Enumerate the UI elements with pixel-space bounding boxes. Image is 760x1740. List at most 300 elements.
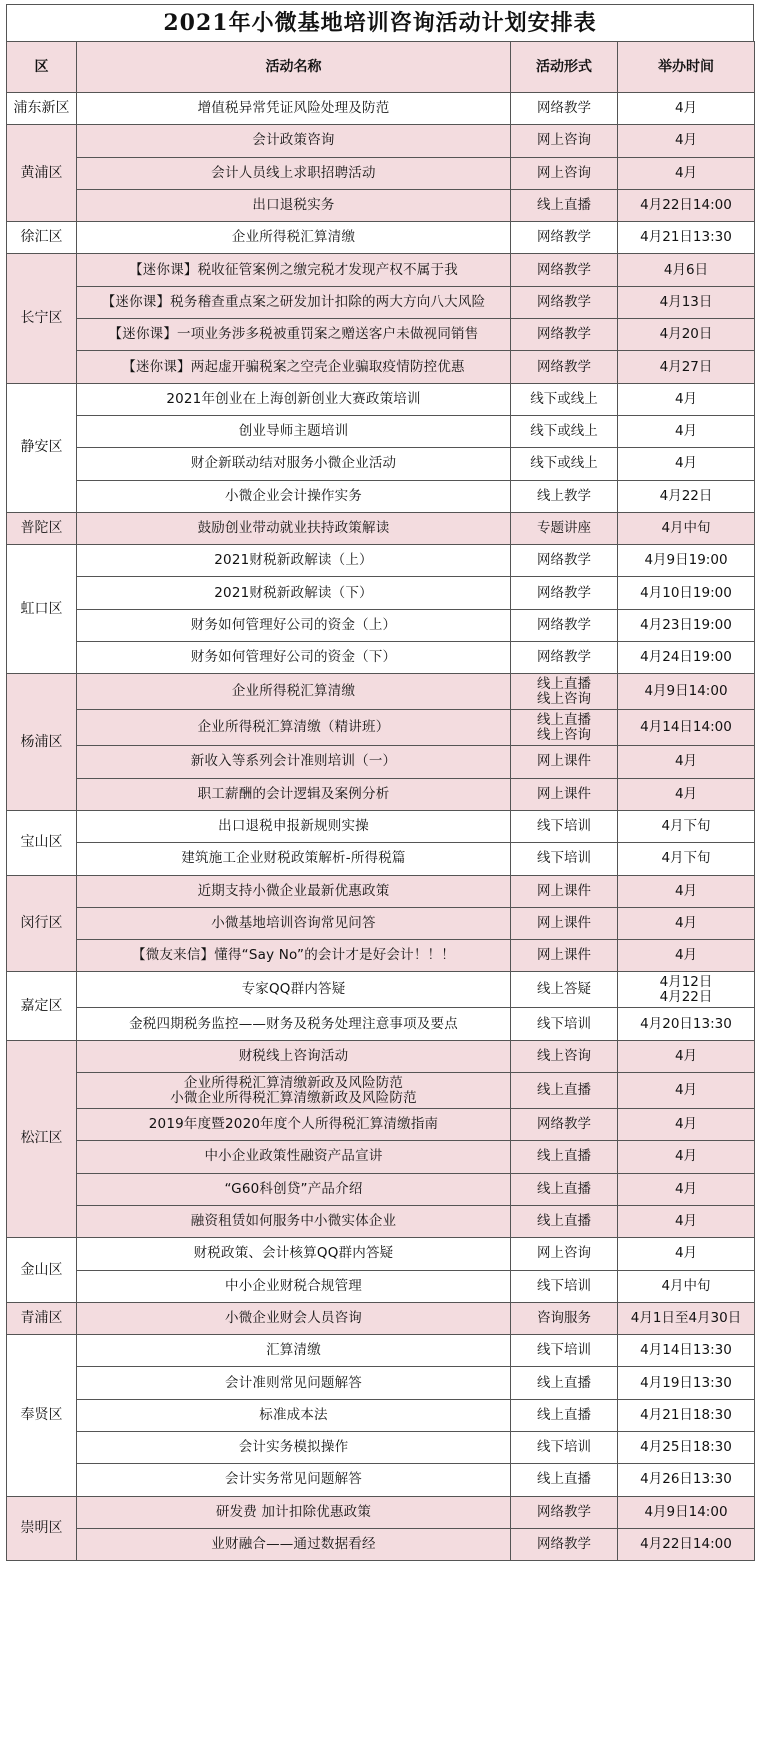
activity-form-cell: [511, 1431, 618, 1463]
activity-time-line: 4月: [674, 423, 698, 440]
activity-name-cell: [77, 222, 511, 254]
activity-name-line: 融资租赁如何服务中小微实体企业: [190, 1213, 397, 1230]
activity-form-cell: [511, 710, 618, 746]
activity-name-line: 会计政策咨询: [252, 132, 335, 149]
activity-form-cell: [511, 1040, 618, 1072]
activity-name-line: 出口退税实务: [252, 197, 335, 214]
table-row: [7, 1399, 755, 1431]
activity-form-cell: [511, 1270, 618, 1302]
activity-form-line: 线上咨询: [537, 726, 591, 743]
table-row: [7, 843, 755, 875]
activity-form-line: 线上直播: [537, 1180, 591, 1197]
activity-name-line: 企业所得税汇算清缴新政及风险防范: [183, 1074, 404, 1091]
table-row: [7, 222, 755, 254]
activity-name-line: 企业所得税汇算清缴（精讲班）: [197, 719, 390, 736]
activity-form-cell: [511, 1496, 618, 1528]
activity-time-cell: [618, 1008, 755, 1040]
activity-form-cell: [511, 1335, 618, 1367]
activity-time-cell: [618, 286, 755, 318]
activity-form-line: 网上课件: [537, 914, 591, 931]
activity-form-line: 网络教学: [537, 358, 591, 375]
table-row: [7, 1367, 755, 1399]
table-row: [7, 480, 755, 512]
activity-name-cell: [77, 1528, 511, 1560]
district-cell: 长宁区: [7, 254, 77, 383]
activity-form-line: 线上直播: [537, 1471, 591, 1488]
activity-name-line: 小微企业财会人员咨询: [225, 1309, 362, 1326]
activity-name-line: 近期支持小微企业最新优惠政策: [197, 882, 390, 899]
schedule-table: [6, 41, 755, 1561]
activity-form-cell: [511, 512, 618, 544]
activity-name-cell: [77, 972, 511, 1008]
activity-name-cell: [77, 1073, 511, 1109]
activity-name-line: 小微企业所得税汇算清缴新政及风险防范: [170, 1089, 417, 1106]
activity-time-cell: [618, 415, 755, 447]
activity-name-cell: [77, 157, 511, 189]
activity-form-line: 线下培训: [537, 1015, 591, 1032]
activity-name-cell: [77, 545, 511, 577]
activity-name-line: 新收入等系列会计准则培训（一）: [190, 753, 397, 770]
activity-form-cell: [511, 1073, 618, 1109]
activity-name-cell: [77, 940, 511, 972]
activity-form-line: 线上直播: [537, 1374, 591, 1391]
activity-time-cell: [618, 1496, 755, 1528]
activity-form-cell: [511, 125, 618, 157]
activity-form-line: 线上直播: [537, 197, 591, 214]
table-row: [7, 746, 755, 778]
activity-name-line: 增值税异常凭证风险处理及防范: [197, 100, 390, 117]
activity-name-line: 出口退税申报新规则实操: [218, 818, 369, 835]
table-row: [7, 1109, 755, 1141]
activity-name-cell: [77, 1464, 511, 1496]
activity-time-cell: [618, 642, 755, 674]
table-row: [7, 448, 755, 480]
activity-form-cell: [511, 286, 618, 318]
activity-name-cell: [77, 1173, 511, 1205]
activity-name-cell: [77, 351, 511, 383]
activity-name-line: 财企新联动结对服务小微企业活动: [190, 455, 397, 472]
activity-form-cell: [511, 545, 618, 577]
activity-form-cell: [511, 609, 618, 641]
activity-time-line: 4月22日: [659, 988, 713, 1005]
activity-time-cell: [618, 1173, 755, 1205]
activity-time-line: 4月: [674, 785, 698, 802]
activity-name-line: 小微企业会计操作实务: [225, 487, 362, 504]
activity-form-line: 线上直播: [537, 711, 591, 728]
activity-name-line: 企业所得税汇算清缴: [231, 683, 356, 700]
activity-time-cell: [618, 907, 755, 939]
activity-form-line: 线上直播: [537, 675, 591, 692]
activity-time-cell: [618, 512, 755, 544]
activity-time-line: 4月22日: [659, 487, 713, 504]
page-title: 2021年小微基地培训咨询活动计划安排表: [6, 4, 754, 41]
activity-form-line: 线下培训: [537, 1277, 591, 1294]
activity-time-line: 4月: [674, 455, 698, 472]
activity-form-cell: [511, 1173, 618, 1205]
activity-time-line: 4月9日14:00: [644, 1503, 728, 1520]
table-row: [7, 157, 755, 189]
table-row: [7, 125, 755, 157]
table-row: [7, 1008, 755, 1040]
activity-form-cell: [511, 674, 618, 710]
activity-time-line: 4月20日: [659, 326, 713, 343]
activity-name-line: 财税线上咨询活动: [238, 1047, 349, 1064]
district-cell: 虹口区: [7, 545, 77, 674]
activity-name-line: 财务如何管理好公司的资金（下）: [190, 649, 397, 666]
district-cell: 浦东新区: [7, 93, 77, 125]
district-cell: 杨浦区: [7, 674, 77, 811]
district-cell: 青浦区: [7, 1302, 77, 1334]
district-cell: 崇明区: [7, 1496, 77, 1561]
activity-time-cell: [618, 810, 755, 842]
activity-time-cell: [618, 1302, 755, 1334]
header-time: 举办时间: [618, 42, 755, 93]
activity-name-cell: [77, 480, 511, 512]
activity-form-cell: [511, 1109, 618, 1141]
activity-time-line: 4月23日19:00: [640, 616, 732, 633]
activity-form-line: 线下培训: [537, 1342, 591, 1359]
activity-time-line: 4月9日19:00: [644, 552, 728, 569]
activity-time-cell: [618, 1040, 755, 1072]
activity-time-cell: [618, 1528, 755, 1560]
activity-name-line: 标准成本法: [259, 1406, 328, 1423]
activity-form-line: 线下培训: [537, 1439, 591, 1456]
activity-form-line: 线上直播: [537, 1148, 591, 1165]
activity-time-line: 4月22日14:00: [640, 197, 732, 214]
activity-form-cell: [511, 940, 618, 972]
activity-form-line: 网络教学: [537, 584, 591, 601]
table-row: [7, 1270, 755, 1302]
activity-name-cell: [77, 319, 511, 351]
table-row: [7, 415, 755, 447]
table-row: [7, 189, 755, 221]
activity-form-line: 网络教学: [537, 261, 591, 278]
activity-form-line: 咨询服务: [537, 1309, 591, 1326]
activity-time-line: 4月: [674, 132, 698, 149]
activity-name-cell: [77, 125, 511, 157]
table-row: [7, 778, 755, 810]
activity-time-line: 4月: [674, 882, 698, 899]
header-row: [7, 42, 755, 93]
activity-name-line: 【迷你课】税务稽查重点案之研发加计扣除的两大方向八大风险: [101, 293, 486, 310]
activity-form-line: 线上答疑: [537, 981, 591, 998]
activity-name-line: 【微友来信】懂得“Say No”的会计才是好会计！！！: [132, 947, 455, 964]
table-row: [7, 319, 755, 351]
table-row: [7, 972, 755, 1008]
activity-name-line: 小微基地培训咨询常见问答: [211, 914, 376, 931]
table-row: [7, 1073, 755, 1109]
activity-time-cell: [618, 1431, 755, 1463]
activity-form-line: 线下或线上: [530, 390, 598, 407]
activity-form-cell: [511, 577, 618, 609]
activity-time-line: 4月: [674, 947, 698, 964]
activity-time-line: 4月下旬: [661, 850, 711, 867]
activity-form-cell: [511, 1302, 618, 1334]
activity-time-line: 4月中旬: [661, 1277, 711, 1294]
activity-form-cell: [511, 843, 618, 875]
activity-form-cell: [511, 1367, 618, 1399]
activity-time-line: 4月: [674, 1148, 698, 1165]
table-row: [7, 1464, 755, 1496]
activity-time-cell: [618, 383, 755, 415]
activity-time-cell: [618, 1073, 755, 1109]
activity-time-line: 4月10日19:00: [640, 584, 732, 601]
activity-time-cell: [618, 1238, 755, 1270]
table-row: [7, 383, 755, 415]
activity-time-cell: [618, 972, 755, 1008]
activity-time-line: 4月: [674, 1116, 698, 1133]
activity-name-line: 会计准则常见问题解答: [225, 1374, 362, 1391]
activity-time-line: 4月下旬: [661, 818, 711, 835]
activity-name-cell: [77, 1335, 511, 1367]
table-row: [7, 254, 755, 286]
activity-name-cell: [77, 710, 511, 746]
activity-form-cell: [511, 480, 618, 512]
activity-time-cell: [618, 674, 755, 710]
activity-form-line: 线下培训: [537, 818, 591, 835]
activity-time-cell: [618, 609, 755, 641]
table-row: [7, 1302, 755, 1334]
district-cell: 金山区: [7, 1238, 77, 1303]
activity-form-line: 网络教学: [537, 649, 591, 666]
activity-time-cell: [618, 93, 755, 125]
activity-name-cell: [77, 254, 511, 286]
activity-time-line: 4月19日13:30: [640, 1374, 732, 1391]
activity-name-line: 财税政策、会计核算QQ群内答疑: [193, 1245, 394, 1262]
activity-time-cell: [618, 1367, 755, 1399]
activity-name-line: 2019年度暨2020年度个人所得税汇算清缴指南: [148, 1116, 439, 1133]
table-row: [7, 674, 755, 710]
table-row: [7, 609, 755, 641]
activity-form-line: 网上咨询: [537, 164, 591, 181]
activity-name-cell: [77, 93, 511, 125]
activity-name-cell: [77, 843, 511, 875]
activity-name-cell: [77, 577, 511, 609]
activity-time-line: 4月: [674, 100, 698, 117]
activity-name-cell: [77, 1431, 511, 1463]
table-row: [7, 1040, 755, 1072]
activity-time-line: 4月中旬: [661, 520, 711, 536]
activity-form-cell: [511, 907, 618, 939]
table-row: [7, 1238, 755, 1270]
activity-name-cell: [77, 383, 511, 415]
activity-time-cell: [618, 746, 755, 778]
activity-time-line: 4月21日13:30: [640, 229, 732, 246]
activity-form-cell: [511, 810, 618, 842]
activity-form-cell: [511, 1399, 618, 1431]
activity-name-cell: [77, 642, 511, 674]
activity-time-cell: [618, 254, 755, 286]
activity-time-line: 4月21日18:30: [640, 1406, 732, 1423]
header-form: 活动形式: [511, 42, 618, 93]
table-row: [7, 810, 755, 842]
activity-name-cell: [77, 1109, 511, 1141]
activity-name-cell: [77, 1302, 511, 1334]
activity-name-cell: [77, 1270, 511, 1302]
district-cell: 奉贤区: [7, 1335, 77, 1496]
activity-name-line: 2021年创业在上海创新创业大赛政策培训: [166, 390, 421, 407]
table-row: [7, 1141, 755, 1173]
activity-time-line: 4月14日13:30: [640, 1342, 732, 1359]
activity-form-line: 线上教学: [537, 487, 591, 504]
activity-form-cell: [511, 746, 618, 778]
district-cell: 徐汇区: [7, 222, 77, 254]
activity-time-line: 4月: [674, 164, 698, 181]
table-row: [7, 545, 755, 577]
activity-name-cell: [77, 746, 511, 778]
activity-form-line: 线上直播: [537, 1406, 591, 1423]
activity-form-line: 专题讲座: [537, 520, 591, 536]
activity-form-line: 线上咨询: [537, 690, 591, 707]
activity-time-line: 4月: [674, 1213, 698, 1230]
activity-form-line: 网络教学: [537, 326, 591, 343]
activity-time-line: 4月26日13:30: [640, 1471, 732, 1488]
table-row: [7, 642, 755, 674]
activity-time-cell: [618, 125, 755, 157]
activity-form-cell: [511, 875, 618, 907]
activity-name-cell: [77, 448, 511, 480]
district-cell: 闵行区: [7, 875, 77, 972]
activity-form-line: 网络教学: [537, 100, 591, 117]
activity-form-cell: [511, 1205, 618, 1237]
activity-form-line: 网络教学: [537, 1536, 591, 1553]
activity-time-cell: [618, 940, 755, 972]
activity-form-cell: [511, 1528, 618, 1560]
activity-time-cell: [618, 843, 755, 875]
district-cell: 宝山区: [7, 810, 77, 875]
activity-form-line: 网络教学: [537, 293, 591, 310]
activity-name-cell: [77, 512, 511, 544]
table-row: [7, 512, 755, 544]
activity-time-cell: [618, 778, 755, 810]
activity-form-line: 网络教学: [537, 229, 591, 246]
activity-time-cell: [618, 1399, 755, 1431]
activity-form-cell: [511, 1238, 618, 1270]
activity-time-cell: [618, 1205, 755, 1237]
activity-form-line: 线下或线上: [530, 455, 598, 472]
activity-name-line: 专家QQ群内答疑: [241, 981, 346, 998]
activity-form-line: 线上直播: [537, 1213, 591, 1230]
activity-name-cell: [77, 907, 511, 939]
activity-name-cell: [77, 189, 511, 221]
activity-name-line: 会计实务模拟操作: [238, 1439, 349, 1456]
activity-time-line: 4月9日14:00: [644, 683, 728, 700]
activity-form-cell: [511, 1141, 618, 1173]
activity-time-cell: [618, 1270, 755, 1302]
table-row: [7, 1528, 755, 1560]
table-row: [7, 93, 755, 125]
activity-time-cell: [618, 875, 755, 907]
activity-name-line: 2021财税新政解读（上）: [214, 552, 373, 569]
table-row: [7, 710, 755, 746]
activity-form-line: 网上课件: [537, 785, 591, 802]
activity-form-line: 网上咨询: [537, 132, 591, 149]
table-row: [7, 1205, 755, 1237]
activity-name-cell: [77, 1040, 511, 1072]
activity-form-line: 网络教学: [537, 552, 591, 569]
activity-name-line: 会计人员线上求职招聘活动: [211, 164, 376, 181]
table-row: [7, 1496, 755, 1528]
activity-name-cell: [77, 674, 511, 710]
activity-time-line: 4月25日18:30: [640, 1439, 732, 1456]
activity-name-cell: [77, 1205, 511, 1237]
activity-form-line: 线下培训: [537, 850, 591, 867]
activity-time-line: 4月20日13:30: [640, 1015, 732, 1032]
activity-name-cell: [77, 415, 511, 447]
table-row: [7, 577, 755, 609]
activity-form-line: 网络教学: [537, 1116, 591, 1133]
activity-time-line: 4月12日: [659, 973, 713, 990]
activity-time-cell: [618, 545, 755, 577]
activity-name-line: 2021财税新政解读（下）: [214, 584, 373, 601]
activity-form-line: 网上课件: [537, 753, 591, 770]
activity-name-line: 企业所得税汇算清缴: [231, 229, 356, 246]
table-row: [7, 1335, 755, 1367]
activity-time-cell: [618, 577, 755, 609]
activity-name-line: 金税四期税务监控——财务及税务处理注意事项及要点: [129, 1015, 458, 1032]
activity-form-line: 线下或线上: [530, 423, 598, 440]
activity-name-line: 创业导师主题培训: [238, 423, 349, 440]
activity-name-line: 鼓励创业带动就业扶持政策解读: [197, 520, 390, 536]
activity-form-cell: [511, 222, 618, 254]
activity-time-line: 4月: [674, 390, 698, 407]
activity-time-line: 4月14日14:00: [640, 719, 732, 736]
activity-name-cell: [77, 609, 511, 641]
activity-time-cell: [618, 710, 755, 746]
table-row: [7, 1431, 755, 1463]
activity-time-cell: [618, 189, 755, 221]
activity-form-line: 线上咨询: [537, 1047, 591, 1064]
activity-form-cell: [511, 778, 618, 810]
activity-time-line: 4月: [674, 1180, 698, 1197]
activity-form-cell: [511, 319, 618, 351]
table-row: [7, 875, 755, 907]
activity-name-cell: [77, 875, 511, 907]
activity-time-line: 4月: [674, 1047, 698, 1064]
activity-form-line: 线上直播: [537, 1082, 591, 1099]
activity-name-line: 财务如何管理好公司的资金（上）: [190, 616, 397, 633]
activity-time-cell: [618, 1109, 755, 1141]
activity-form-cell: [511, 448, 618, 480]
activity-name-cell: [77, 1367, 511, 1399]
activity-time-line: 4月: [674, 753, 698, 770]
activity-time-line: 4月: [674, 914, 698, 931]
district-cell: 嘉定区: [7, 972, 77, 1040]
table-row: [7, 940, 755, 972]
district-cell: 松江区: [7, 1040, 77, 1237]
activity-time-cell: [618, 480, 755, 512]
district-cell: 静安区: [7, 383, 77, 512]
activity-time-line: 4月6日: [663, 261, 709, 278]
activity-name-line: 会计实务常见问题解答: [225, 1471, 362, 1488]
activity-time-cell: [618, 157, 755, 189]
activity-form-cell: [511, 1464, 618, 1496]
activity-form-cell: [511, 415, 618, 447]
activity-time-line: 4月: [674, 1245, 698, 1262]
activity-form-cell: [511, 189, 618, 221]
activity-name-cell: [77, 1399, 511, 1431]
schedule-body: [7, 93, 755, 1561]
activity-time-line: 4月13日: [659, 293, 713, 310]
activity-name-cell: [77, 1496, 511, 1528]
activity-name-line: 中小企业财税合规管理: [225, 1277, 362, 1294]
activity-name-cell: [77, 1238, 511, 1270]
activity-form-line: 网络教学: [537, 616, 591, 633]
activity-name-line: 汇算清缴: [266, 1342, 321, 1359]
activity-time-cell: [618, 351, 755, 383]
table-row: [7, 286, 755, 318]
activity-time-line: 4月27日: [659, 358, 713, 375]
